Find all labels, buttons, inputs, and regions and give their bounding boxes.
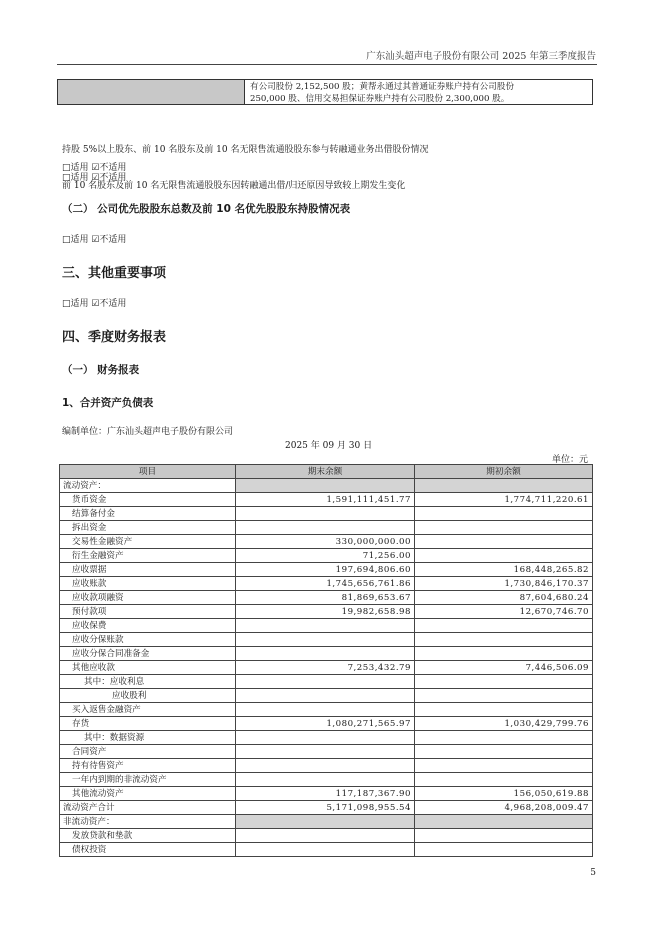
row-period-begin — [415, 829, 593, 843]
row-item: 结算备付金 — [60, 507, 236, 521]
row-period-begin — [415, 535, 593, 549]
row-item: 发放贷款和垫款 — [60, 829, 236, 843]
balance-sheet-table — [59, 464, 593, 857]
row-item: 货币资金 — [60, 493, 236, 507]
row-item: 其他应收款 — [60, 661, 236, 675]
row-item: 应收股利 — [60, 689, 236, 703]
row-period-begin: 1,030,429,799.76 — [415, 717, 593, 731]
table-row — [60, 535, 593, 549]
row-period-end — [236, 703, 415, 717]
row-period-end: 197,694,806.60 — [236, 563, 415, 577]
table-row — [60, 661, 593, 675]
continued-shareholder-table — [57, 79, 593, 105]
other-matters-applicability: □适用 ☑不适用 — [62, 299, 127, 309]
row-period-begin — [415, 619, 593, 633]
header-period-end: 期末余额 — [236, 465, 415, 479]
row-period-end — [236, 689, 415, 703]
currency-unit: 单位：元 — [551, 455, 588, 465]
row-period-begin — [415, 843, 593, 857]
preparer: 编制单位：广东汕头超声电子股份有限公司 — [62, 427, 234, 437]
row-item: 应收保费 — [60, 619, 236, 633]
preferred-applicability: □适用 ☑不适用 — [62, 235, 127, 245]
change-statement: 前 10 名股东及前 10 名无限售流通股股东因转融通出借/归还原因导致较上期发生变化 — [62, 181, 406, 191]
row-period-end — [236, 815, 415, 829]
row-period-end — [236, 521, 415, 535]
row-period-begin — [415, 479, 593, 493]
table-row — [60, 759, 593, 773]
row-period-end — [236, 507, 415, 521]
balance-sheet-heading: 1、合并资产负债表 — [62, 397, 154, 409]
header-item: 项目 — [60, 465, 236, 479]
row-item: 非流动资产： — [60, 815, 236, 829]
financial-statements-heading: 四、季度财务报表 — [62, 330, 167, 345]
table-row — [60, 577, 593, 591]
row-period-end: 71,256.00 — [236, 549, 415, 563]
row-item: 衍生金融资产 — [60, 549, 236, 563]
header-period-begin: 期初余额 — [415, 465, 593, 479]
table-row — [60, 633, 593, 647]
row-period-end: 1,745,656,761.86 — [236, 577, 415, 591]
page-number: 5 — [590, 868, 596, 878]
row-item: 流动资产合计 — [60, 801, 236, 815]
row-period-begin: 87,604,680.24 — [415, 591, 593, 605]
row-period-begin — [415, 773, 593, 787]
table-row — [60, 787, 593, 801]
row-period-end — [236, 843, 415, 857]
row-period-begin: 1,774,711,220.61 — [415, 493, 593, 507]
row-item: 持有待售资产 — [60, 759, 236, 773]
row-period-begin — [415, 675, 593, 689]
row-item: 应收款项融资 — [60, 591, 236, 605]
row-period-begin: 168,448,265.82 — [415, 563, 593, 577]
row-item: 流动资产： — [60, 479, 236, 493]
table-row — [60, 605, 593, 619]
row-period-end — [236, 773, 415, 787]
row-period-end: 1,080,271,565.97 — [236, 717, 415, 731]
row-item: 存货 — [60, 717, 236, 731]
row-period-end: 81,869,653.67 — [236, 591, 415, 605]
change-applicability: □适用 ☑不适用 — [62, 173, 127, 183]
lending-statement: 持股 5%以上股东、前 10 名股东及前 10 名无限售流通股股东参与转融通业务出借股份情况 — [62, 145, 429, 155]
row-item: 应收分保账款 — [60, 633, 236, 647]
row-item: 其中：数据资源 — [60, 731, 236, 745]
table-row — [60, 647, 593, 661]
table-row — [60, 815, 593, 829]
row-item: 买入返售金融资产 — [60, 703, 236, 717]
table-row — [60, 717, 593, 731]
table-row — [60, 619, 593, 633]
row-item: 应收账款 — [60, 577, 236, 591]
preferred-shareholders-heading: （二） 公司优先股股东总数及前 10 名优先股股东持股情况表 — [62, 203, 351, 215]
row-period-begin — [415, 745, 593, 759]
row-period-end: 19,982,658.98 — [236, 605, 415, 619]
lending-applicability: □适用 ☑不适用 — [62, 163, 127, 173]
row-period-end — [236, 829, 415, 843]
table-row — [60, 591, 593, 605]
row-period-end: 5,171,098,955.54 — [236, 801, 415, 815]
row-period-begin: 7,446,506.09 — [415, 661, 593, 675]
row-period-begin — [415, 549, 593, 563]
continued-table-line-2: 250,000 股、信用交易担保证券账户持有公司股份 2,300,000 股。 — [250, 94, 510, 104]
row-item: 一年内到期的非流动资产 — [60, 773, 236, 787]
table-row — [60, 521, 593, 535]
row-period-begin — [415, 647, 593, 661]
other-matters-heading: 三、其他重要事项 — [62, 266, 167, 281]
row-item: 拆出资金 — [60, 521, 236, 535]
row-period-end — [236, 647, 415, 661]
statement-date: 2025 年 09 月 30 日 — [285, 441, 373, 451]
row-item: 债权投资 — [60, 843, 236, 857]
row-period-begin — [415, 815, 593, 829]
row-period-begin — [415, 731, 593, 745]
row-period-end — [236, 745, 415, 759]
row-period-end: 1,591,111,451.77 — [236, 493, 415, 507]
table-row — [60, 745, 593, 759]
row-item: 应收分保合同准备金 — [60, 647, 236, 661]
row-period-end: 117,187,367.90 — [236, 787, 415, 801]
table-row — [60, 549, 593, 563]
row-period-begin: 156,050,619.88 — [415, 787, 593, 801]
table-row — [60, 493, 593, 507]
row-item: 其他流动资产 — [60, 787, 236, 801]
table-row — [60, 731, 593, 745]
row-period-begin — [415, 689, 593, 703]
row-period-end — [236, 619, 415, 633]
row-period-begin — [415, 759, 593, 773]
row-period-end — [236, 479, 415, 493]
table-row — [60, 689, 593, 703]
report-header: 广东汕头超声电子股份有限公司 2025 年第三季度报告 — [366, 51, 596, 62]
row-period-end — [236, 675, 415, 689]
row-period-begin: 4,968,208,009.47 — [415, 801, 593, 815]
row-period-begin — [415, 521, 593, 535]
table-row — [60, 773, 593, 787]
table-row — [60, 829, 593, 843]
row-item: 预付款项 — [60, 605, 236, 619]
continued-table-line-1: 有公司股份 2,152,500 股；黄帮永通过其普通证券账户持有公司股份 — [250, 82, 515, 92]
table-row — [60, 703, 593, 717]
row-period-begin — [415, 507, 593, 521]
row-period-end — [236, 731, 415, 745]
row-period-end: 7,253,432.79 — [236, 661, 415, 675]
financial-statements-subheading: （一） 财务报表 — [62, 364, 140, 376]
row-item: 其中：应收利息 — [60, 675, 236, 689]
header-divider — [57, 64, 597, 65]
table-row — [60, 479, 593, 493]
row-period-end: 330,000,000.00 — [236, 535, 415, 549]
row-period-begin: 1,730,846,170.37 — [415, 577, 593, 591]
row-period-end — [236, 633, 415, 647]
continued-table-label-cell — [58, 80, 245, 104]
table-row — [60, 801, 593, 815]
table-row — [60, 507, 593, 521]
row-period-begin — [415, 633, 593, 647]
row-period-begin: 12,670,746.70 — [415, 605, 593, 619]
row-period-begin — [415, 703, 593, 717]
table-row — [60, 563, 593, 577]
row-item: 交易性金融资产 — [60, 535, 236, 549]
row-item: 合同资产 — [60, 745, 236, 759]
row-period-end — [236, 759, 415, 773]
table-header-row — [60, 465, 593, 479]
row-item: 应收票据 — [60, 563, 236, 577]
table-row — [60, 843, 593, 857]
table-row — [60, 675, 593, 689]
